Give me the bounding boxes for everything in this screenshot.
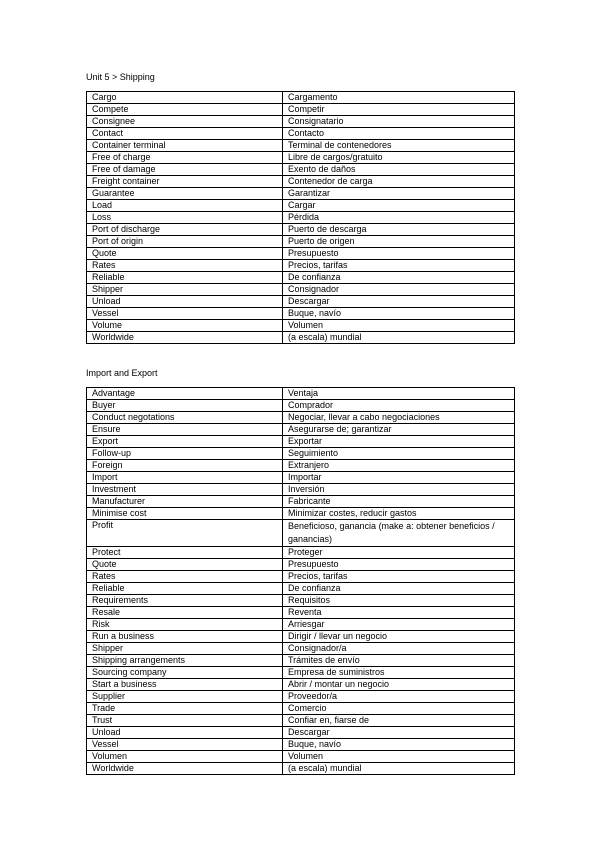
- english-term: Conduct negotations: [87, 412, 283, 424]
- english-term: Worldwide: [87, 332, 283, 344]
- spanish-translation: Precios, tarifas: [283, 571, 515, 583]
- english-term: Follow-up: [87, 448, 283, 460]
- english-term: Unload: [87, 296, 283, 308]
- spanish-translation: Trámites de envío: [283, 655, 515, 667]
- spanish-translation: De confianza: [283, 272, 515, 284]
- table-row: [87, 655, 515, 667]
- table-row: [87, 583, 515, 595]
- spanish-translation: (a escala) mundial: [283, 332, 515, 344]
- spanish-translation: Volumen: [283, 751, 515, 763]
- english-term: Guarantee: [87, 188, 283, 200]
- english-term: Port of discharge: [87, 224, 283, 236]
- table-row: [87, 296, 515, 308]
- english-term: Loss: [87, 212, 283, 224]
- section-title-import-export: Import and Export: [86, 368, 158, 378]
- table-row: [87, 320, 515, 332]
- english-term: Shipping arrangements: [87, 655, 283, 667]
- table-row: [87, 248, 515, 260]
- table-row: [87, 272, 515, 284]
- spanish-translation: Dirigir / llevar un negocio: [283, 631, 515, 643]
- spanish-translation: Libre de cargos/gratuito: [283, 152, 515, 164]
- english-term: Freight container: [87, 176, 283, 188]
- table-row: [87, 176, 515, 188]
- table-row: [87, 116, 515, 128]
- english-term: Protect: [87, 547, 283, 559]
- spanish-translation: Requisitos: [283, 595, 515, 607]
- english-term: Contact: [87, 128, 283, 140]
- table-row: [87, 332, 515, 344]
- glossary-table-shipping: [86, 91, 515, 344]
- spanish-translation: Exento de daños: [283, 164, 515, 176]
- spanish-translation: Volumen: [283, 320, 515, 332]
- section-title-shipping: Unit 5 > Shipping: [86, 72, 155, 82]
- spanish-translation: Buque, navío: [283, 739, 515, 751]
- table-row: [87, 128, 515, 140]
- english-term: Cargo: [87, 92, 283, 104]
- english-term: Investment: [87, 484, 283, 496]
- english-term: Reliable: [87, 272, 283, 284]
- english-term: Resale: [87, 607, 283, 619]
- spanish-translation: Presupuesto: [283, 559, 515, 571]
- spanish-translation: Presupuesto: [283, 248, 515, 260]
- table-row: [87, 308, 515, 320]
- spanish-translation: Contacto: [283, 128, 515, 140]
- english-term: Container terminal: [87, 140, 283, 152]
- english-term: Manufacturer: [87, 496, 283, 508]
- table-row: [87, 691, 515, 703]
- table-row: [87, 412, 515, 424]
- spanish-translation: Importar: [283, 472, 515, 484]
- table-row: [87, 436, 515, 448]
- spanish-translation: Pérdida: [283, 212, 515, 224]
- spanish-translation: Puerto de descarga: [283, 224, 515, 236]
- spanish-translation: Proteger: [283, 547, 515, 559]
- table-row: [87, 388, 515, 400]
- table-row: [87, 284, 515, 296]
- english-term: Ensure: [87, 424, 283, 436]
- english-term: Unload: [87, 727, 283, 739]
- spanish-translation: Consignador/a: [283, 643, 515, 655]
- glossary-table-import-export: [86, 387, 515, 775]
- spanish-translation: Ventaja: [283, 388, 515, 400]
- table-row: [87, 400, 515, 412]
- english-term: Port of origin: [87, 236, 283, 248]
- spanish-translation: Empresa de suministros: [283, 667, 515, 679]
- english-term: Rates: [87, 571, 283, 583]
- english-term: Requirements: [87, 595, 283, 607]
- table-row: [87, 619, 515, 631]
- table-row: [87, 140, 515, 152]
- table-row: [87, 595, 515, 607]
- spanish-translation: Cargamento: [283, 92, 515, 104]
- table-row: [87, 751, 515, 763]
- english-term: Export: [87, 436, 283, 448]
- english-term: Shipper: [87, 284, 283, 296]
- spanish-translation: Precios, tarifas: [283, 260, 515, 272]
- table-row: [87, 739, 515, 751]
- spanish-translation: Proveedor/a: [283, 691, 515, 703]
- table-row: [87, 559, 515, 571]
- english-term: Profit: [87, 520, 283, 547]
- table-row: [87, 703, 515, 715]
- table-row: [87, 104, 515, 116]
- table-row: [87, 152, 515, 164]
- spanish-translation: Inversión: [283, 484, 515, 496]
- english-term: Reliable: [87, 583, 283, 595]
- english-term: Minimise cost: [87, 508, 283, 520]
- english-term: Supplier: [87, 691, 283, 703]
- spanish-translation: Consignatario: [283, 116, 515, 128]
- table-row: [87, 631, 515, 643]
- spanish-translation: Abrir / montar un negocio: [283, 679, 515, 691]
- table-row: [87, 643, 515, 655]
- english-term: Free of charge: [87, 152, 283, 164]
- table-row: [87, 715, 515, 727]
- spanish-translation: Arriesgar: [283, 619, 515, 631]
- english-term: Sourcing company: [87, 667, 283, 679]
- english-term: Compete: [87, 104, 283, 116]
- table-row: [87, 484, 515, 496]
- english-term: Trust: [87, 715, 283, 727]
- table-row: [87, 571, 515, 583]
- english-term: Volume: [87, 320, 283, 332]
- spanish-translation: Cargar: [283, 200, 515, 212]
- spanish-translation: Puerto de origen: [283, 236, 515, 248]
- spanish-translation: Comercio: [283, 703, 515, 715]
- english-term: Consignee: [87, 116, 283, 128]
- table-row: [87, 763, 515, 775]
- english-term: Trade: [87, 703, 283, 715]
- spanish-translation: Buque, navío: [283, 308, 515, 320]
- spanish-translation: Contenedor de carga: [283, 176, 515, 188]
- english-term: Quote: [87, 248, 283, 260]
- table-row: [87, 547, 515, 559]
- spanish-translation: Terminal de contenedores: [283, 140, 515, 152]
- table-row: [87, 212, 515, 224]
- spanish-translation: Confiar en, fiarse de: [283, 715, 515, 727]
- spanish-translation: Seguimiento: [283, 448, 515, 460]
- spanish-translation: Garantizar: [283, 188, 515, 200]
- table-row: [87, 164, 515, 176]
- table-row: [87, 607, 515, 619]
- table-row: [87, 667, 515, 679]
- spanish-translation: Reventa: [283, 607, 515, 619]
- english-term: Load: [87, 200, 283, 212]
- english-term: Buyer: [87, 400, 283, 412]
- table-row: [87, 260, 515, 272]
- english-term: Rates: [87, 260, 283, 272]
- table-row: [87, 460, 515, 472]
- spanish-translation: Exportar: [283, 436, 515, 448]
- spanish-translation: Beneficioso, ganancia (make a: obtener beneficios / ganancias): [283, 520, 515, 547]
- spanish-translation: Descargar: [283, 727, 515, 739]
- spanish-translation: Descargar: [283, 296, 515, 308]
- spanish-translation: De confianza: [283, 583, 515, 595]
- table-row: [87, 200, 515, 212]
- english-term: Import: [87, 472, 283, 484]
- english-term: Free of damage: [87, 164, 283, 176]
- spanish-translation: Fabricante: [283, 496, 515, 508]
- spanish-translation: Competir: [283, 104, 515, 116]
- spanish-translation: Comprador: [283, 400, 515, 412]
- english-term: Start a business: [87, 679, 283, 691]
- table-row: [87, 508, 515, 520]
- spanish-translation: Asegurarse de; garantizar: [283, 424, 515, 436]
- table-row: [87, 188, 515, 200]
- table-row: [87, 496, 515, 508]
- english-term: Volumen: [87, 751, 283, 763]
- english-term: Run a business: [87, 631, 283, 643]
- table-row: [87, 448, 515, 460]
- table-row: [87, 224, 515, 236]
- english-term: Vessel: [87, 739, 283, 751]
- english-term: Advantage: [87, 388, 283, 400]
- table-row: [87, 520, 515, 547]
- spanish-translation: Extranjero: [283, 460, 515, 472]
- table-row: [87, 727, 515, 739]
- english-term: Shipper: [87, 643, 283, 655]
- english-term: Quote: [87, 559, 283, 571]
- table-row: [87, 92, 515, 104]
- table-row: [87, 424, 515, 436]
- english-term: Risk: [87, 619, 283, 631]
- table-row: [87, 236, 515, 248]
- spanish-translation: Consignador: [283, 284, 515, 296]
- spanish-translation: Negociar, llevar a cabo negociaciones: [283, 412, 515, 424]
- english-term: Vessel: [87, 308, 283, 320]
- english-term: Worldwide: [87, 763, 283, 775]
- table-row: [87, 472, 515, 484]
- english-term: Foreign: [87, 460, 283, 472]
- table-row: [87, 679, 515, 691]
- spanish-translation: (a escala) mundial: [283, 763, 515, 775]
- spanish-translation: Minimizar costes, reducir gastos: [283, 508, 515, 520]
